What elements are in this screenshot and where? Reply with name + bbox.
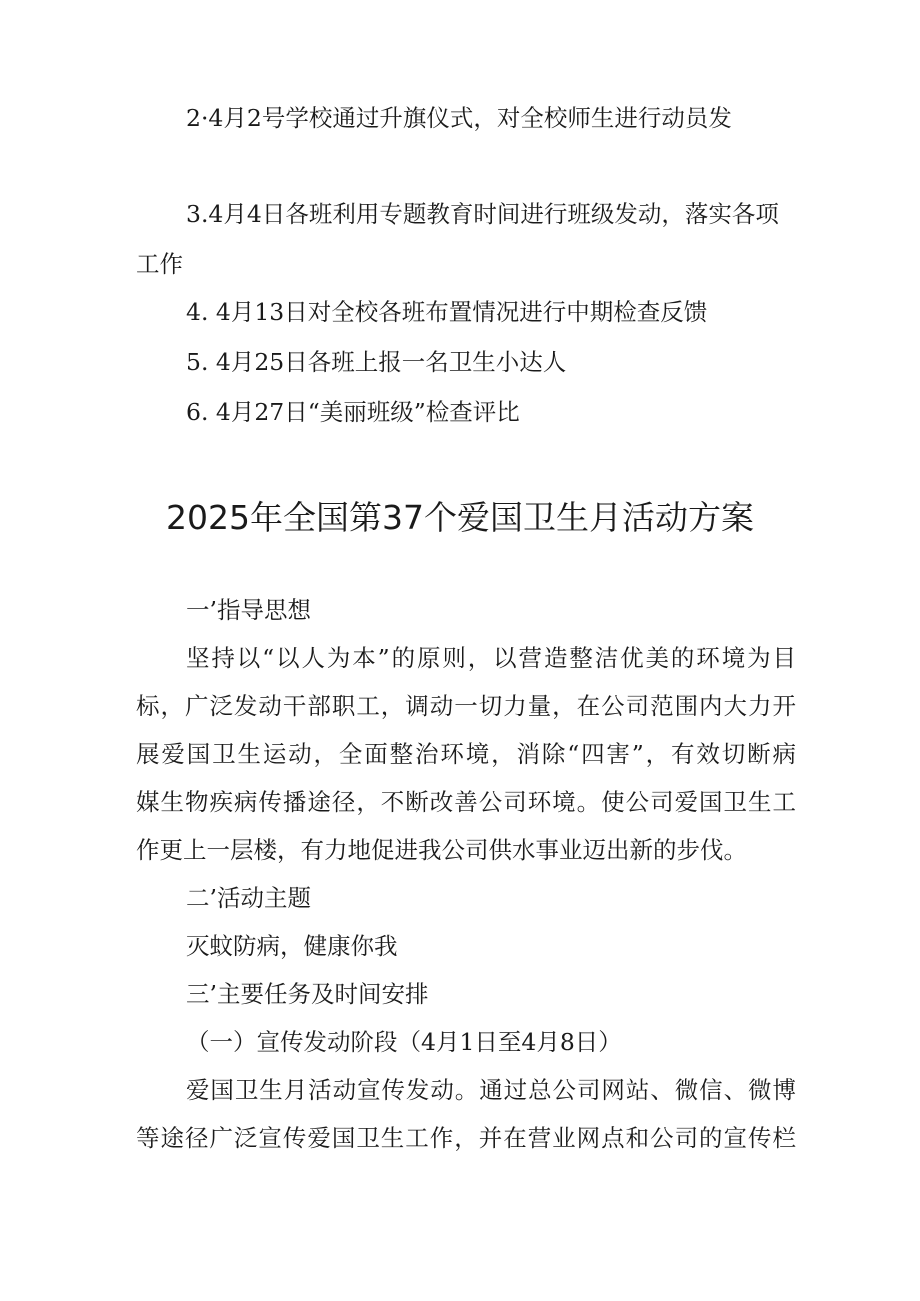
- list-item-4: 4. 4月13日对全校各班布置情况进行中期检查反馈: [186, 298, 708, 326]
- section-1-paragraph-line: 坚持以“以人为本”的原则，以营造整洁优美的环境为目: [186, 644, 796, 672]
- section-1-heading: 一’指导思想: [186, 596, 311, 624]
- section-1-paragraph-line: 媒生物疾病传播途径，不断改善公司环境。使公司爱国卫生工: [136, 788, 796, 816]
- list-item-5: 5. 4月25日各班上报一名卫生小达人: [186, 348, 567, 376]
- list-item-3: 3.4月4日各班利用专题教育时间进行班级发动，落实各项: [186, 200, 779, 228]
- list-item-2: 2·4月2号学校通过升旗仪式，对全校师生进行动员发: [186, 104, 732, 132]
- section-1-paragraph-line: 展爱国卫生运动，全面整治环境，消除“四害”，有效切断病: [136, 740, 796, 768]
- section-3-paragraph-line: 爱国卫生月活动宣传发动。通过总公司网站、微信、微博: [186, 1076, 796, 1104]
- document-title: 2025年全国第37个爱国卫生月活动方案: [166, 498, 754, 537]
- section-1-paragraph-line: 标，广泛发动干部职工，调动一切力量，在公司范围内大力开: [136, 692, 796, 720]
- list-item-3-continuation: 工作: [136, 250, 183, 278]
- section-3-paragraph-line: 等途径广泛宣传爱国卫生工作，并在营业网点和公司的宣传栏: [136, 1124, 796, 1152]
- section-2-heading: 二’活动主题: [186, 884, 311, 912]
- section-2-theme: 灭蚊防病，健康你我: [186, 932, 398, 960]
- section-3-heading: 三’主要任务及时间安排: [186, 980, 429, 1008]
- section-1-paragraph-line: 作更上一层楼，有力地促进我公司供水事业迈出新的步伐。: [136, 836, 747, 864]
- list-item-6: 6. 4月27日“美丽班级”检查评比: [186, 398, 520, 426]
- section-3-subheading: （一）宣传发动阶段（4月1日至4月8日）: [186, 1028, 622, 1056]
